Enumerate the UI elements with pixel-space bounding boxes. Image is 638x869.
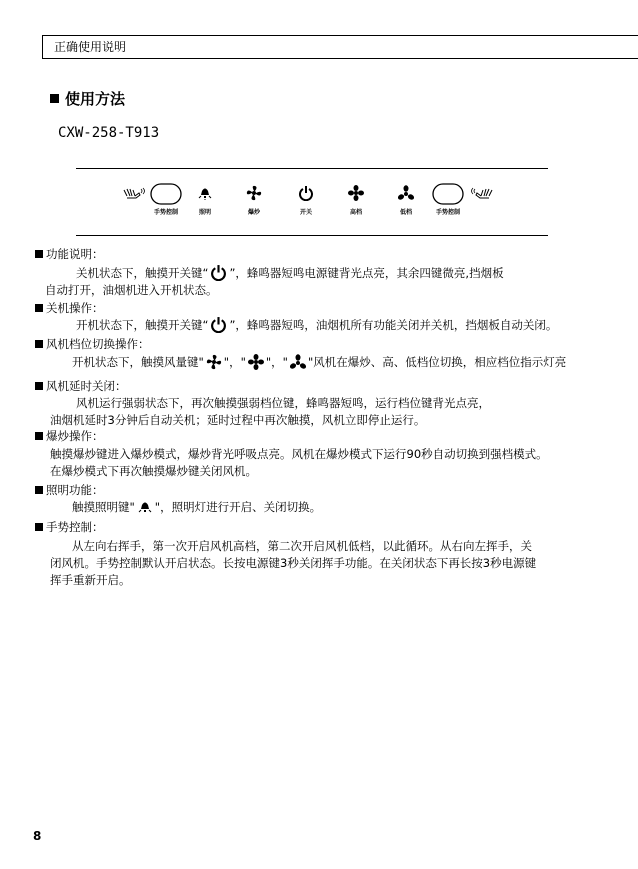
text-line: 关机状态下，触摸开关键“ ”，蜂鸣器短鸣电源键背光点亮，其余四键微亮,挡烟板 xyxy=(76,266,504,280)
model-number: CXW-258-T913 xyxy=(58,125,160,141)
text-line: 开机状态下，触摸风量键" "，" "，" "风机在爆炒、高、低档位切换，相应档位指示灯亮 xyxy=(72,355,567,369)
low-fan-icon xyxy=(398,185,414,201)
bullet-square-icon xyxy=(35,523,43,531)
control-panel-diagram xyxy=(76,168,548,236)
low-label: 低档 xyxy=(399,209,412,216)
section-title: 使用方法 xyxy=(50,88,125,109)
lamp-icon xyxy=(137,499,153,515)
gesture-sensor-right-icon xyxy=(432,183,464,205)
text-line: 自动打开，油烟机进入开机状态。 xyxy=(45,283,218,297)
power-icon xyxy=(210,316,227,333)
high-label: 高档 xyxy=(349,209,362,216)
text-line: 在爆炒模式下再次触摸爆炒键关闭风机。 xyxy=(50,464,257,478)
low-fan-icon xyxy=(290,354,306,370)
boost-fan-icon xyxy=(246,185,262,201)
bullet-square-icon xyxy=(35,432,43,440)
boost-button[interactable] xyxy=(246,185,262,216)
text-line: 从左向右挥手，第一次开启风机高档，第二次开启风机低档，以此循环。从右向左挥手，关 xyxy=(72,539,532,553)
power-button[interactable] xyxy=(298,185,314,216)
power-label: 开关 xyxy=(299,209,312,216)
gesture-sensor-left-icon xyxy=(150,183,182,205)
boost-label: 爆炒 xyxy=(247,209,260,216)
bullet-square-icon xyxy=(35,304,43,312)
text-line: 风机运行强弱状态下，再次触摸强弱档位键，蜂鸣器短鸣，运行档位键背光点亮， xyxy=(76,396,490,410)
wave-hand-left-icon xyxy=(122,186,146,200)
heading-fan-speed: 风机档位切换操作： xyxy=(35,336,150,352)
gesture-button-left[interactable] xyxy=(150,183,182,216)
bullet-square-icon xyxy=(35,340,43,348)
page-number: 8 xyxy=(33,829,42,843)
high-fan-icon xyxy=(248,354,264,370)
heading-power-off: 关机操作： xyxy=(35,300,104,316)
heading-delay-off: 风机延时关闭： xyxy=(35,378,127,394)
heading-function: 功能说明： xyxy=(35,246,104,262)
bullet-square-icon xyxy=(35,486,43,494)
low-speed-button[interactable] xyxy=(398,185,414,216)
heading-gesture: 手势控制： xyxy=(35,519,104,535)
high-speed-button[interactable] xyxy=(348,185,364,216)
boost-fan-icon xyxy=(206,354,222,370)
bullet-square-icon xyxy=(35,250,43,258)
text-line: 触摸爆炒键进入爆炒模式，爆炒背光呼吸点亮。风机在爆炒模式下运行90秒自动切换到强档模式。 xyxy=(50,447,548,461)
heading-boost: 爆炒操作： xyxy=(35,428,104,444)
text-line: 触摸照明键" "，照明灯进行开启、关闭切换。 xyxy=(72,500,322,514)
bullet-square-icon xyxy=(35,382,43,390)
power-icon xyxy=(298,185,314,201)
high-fan-icon xyxy=(348,185,364,201)
page-header xyxy=(42,35,638,59)
wave-hand-right-icon xyxy=(470,186,494,200)
text-line: 开机状态下，触摸开关键“ ”，蜂鸣器短鸣，油烟机所有功能关闭并关机，挡烟板自动关闭。 xyxy=(76,318,558,332)
light-label: 照明 xyxy=(198,209,211,216)
lamp-icon xyxy=(197,185,213,201)
gesture-label-right: 手势控制 xyxy=(435,209,460,216)
light-button[interactable] xyxy=(197,185,213,216)
text-line: 闭风机。手势控制默认开启状态。长按电源键3秒关闭挥手功能。在关闭状态下再长按3秒电源键 xyxy=(50,556,537,570)
power-icon xyxy=(210,264,227,281)
header-title: 正确使用说明 xyxy=(54,40,127,54)
text-line: 油烟机延时3分钟后自动关机；延时过程中再次触摸，风机立即停止运行。 xyxy=(50,413,426,427)
bullet-square-icon xyxy=(50,94,59,103)
gesture-button-right[interactable] xyxy=(432,183,464,216)
text-line: 挥手重新开启。 xyxy=(50,573,131,587)
heading-light: 照明功能： xyxy=(35,482,104,498)
gesture-label-left: 手势控制 xyxy=(153,209,178,216)
